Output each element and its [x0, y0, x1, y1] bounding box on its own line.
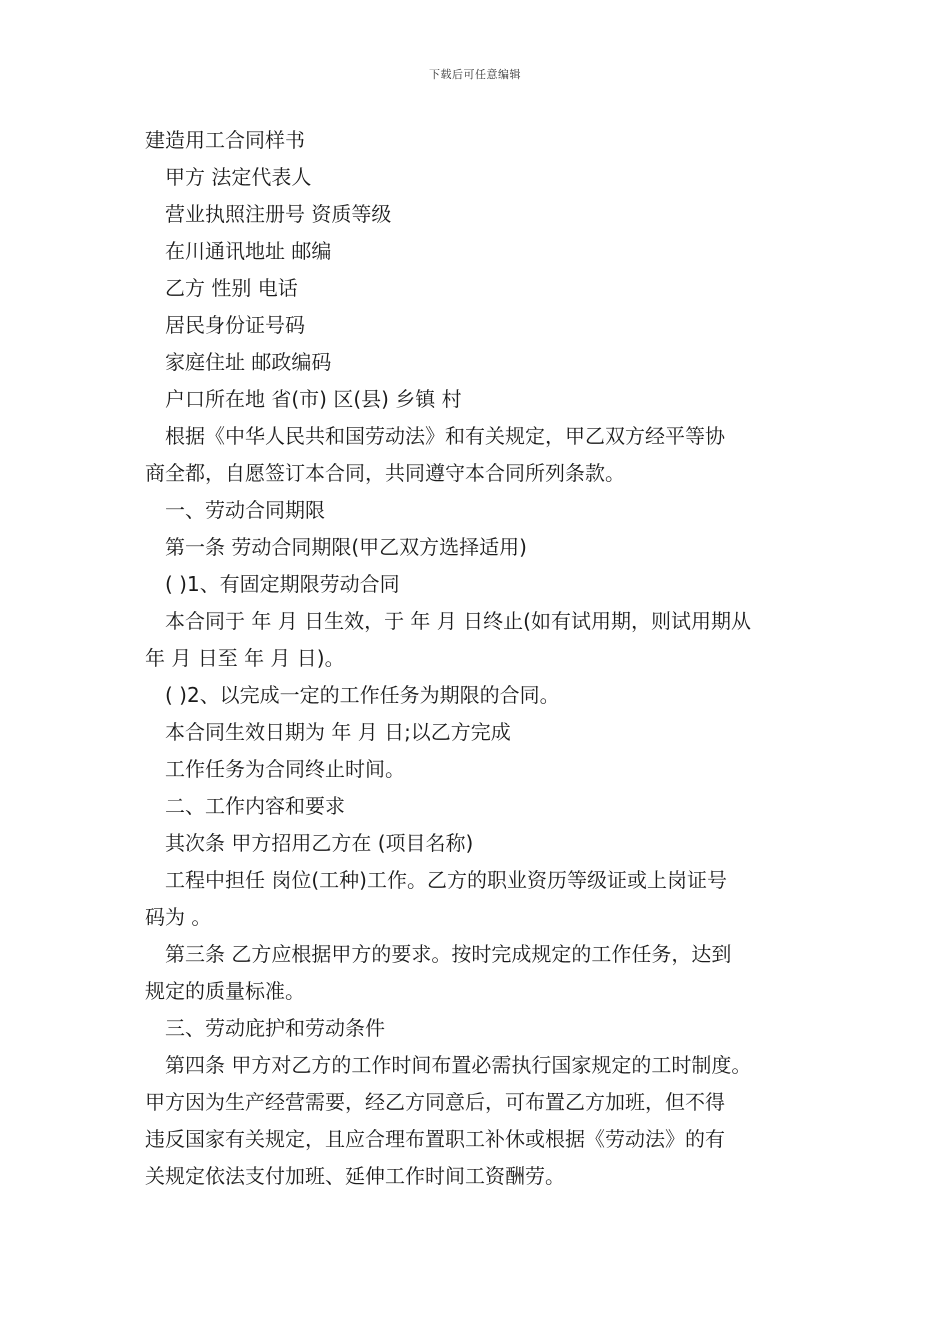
option-2: ( )2、以完成一定的工作任务为期限的合同。	[165, 683, 560, 707]
article-3-line-2: 规定的质量标准。	[145, 979, 305, 1003]
field-address: 在川通讯地址 邮编	[165, 239, 332, 263]
article-2-cont-line-2: 码为 。	[145, 905, 212, 929]
article-4-line-1: 第四条 甲方对乙方的工作时间布置必需执行国家规定的工时制度。	[165, 1053, 752, 1077]
option-1-text-line-1: 本合同于 年 月 日生效，于 年 月 日终止(如有试用期，则试用期从	[165, 609, 751, 633]
header-note: 下载后可任意编辑	[429, 68, 521, 81]
article-4-line-2: 甲方因为生产经营需要，经乙方同意后，可布置乙方加班，但不得	[145, 1090, 725, 1114]
option-1-text-line-2: 年 月 日至 年 月 日)。	[145, 646, 345, 670]
field-home-address: 家庭住址 邮政编码	[165, 350, 332, 374]
article-3-line-1: 第三条 乙方应根据甲方的要求。按时完成规定的工作任务，达到	[165, 942, 732, 966]
section-2-heading: 二、工作内容和要求	[165, 794, 345, 818]
preamble-line-2: 商全都，自愿签订本合同，共同遵守本合同所列条款。	[145, 461, 625, 485]
article-2: 其次条 甲方招用乙方在 (项目名称)	[165, 831, 474, 855]
article-4-line-3: 违反国家有关规定，且应合理布置职工补休或根据《劳动法》的有	[145, 1127, 725, 1151]
field-license: 营业执照注册号 资质等级	[165, 202, 392, 226]
option-2-text-line-2: 工作任务为合同终止时间。	[165, 757, 405, 781]
section-1-heading: 一、劳动合同期限	[165, 498, 325, 522]
article-1: 第一条 劳动合同期限(甲乙双方选择适用)	[165, 535, 527, 559]
field-party-b: 乙方 性别 电话	[165, 276, 298, 300]
document-title: 建造用工合同样书	[145, 128, 305, 152]
article-2-cont-line-1: 工程中担任 岗位(工种)工作。乙方的职业资历等级证或上岗证号	[165, 868, 727, 892]
field-household: 户口所在地 省(市) 区(县) 乡镇 村	[165, 387, 462, 411]
field-party-a: 甲方 法定代表人	[165, 165, 312, 189]
preamble-line-1: 根据《中华人民共和国劳动法》和有关规定，甲乙双方经平等协	[165, 424, 725, 448]
article-4-line-4: 关规定依法支付加班、延伸工作时间工资酬劳。	[145, 1164, 565, 1188]
section-3-heading: 三、劳动庇护和劳动条件	[165, 1016, 385, 1040]
option-2-text-line-1: 本合同生效日期为 年 月 日;以乙方完成	[165, 720, 511, 744]
field-id-number: 居民身份证号码	[165, 313, 305, 337]
contract-document	[145, 122, 815, 1195]
option-1: ( )1、有固定期限劳动合同	[165, 572, 400, 596]
